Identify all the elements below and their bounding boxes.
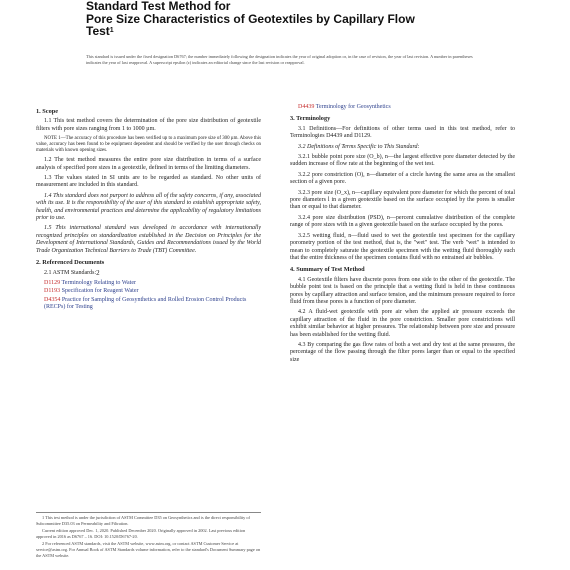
reference-item-terminology[interactable]: D4439 Terminology for Geosynthetics [298,104,391,110]
document-title [86,0,486,38]
title-line-3: Test [86,24,110,38]
paragraph-4-2: 4.2 A fluid-wet geotextile with pore air when the applied air pressure exceeds the capillary attraction of the fluid in the pore constriction. Smaller pore constrictions will exhibit similar behavior at higher pressures. The relationship between pore size and pressure has been established for the wetting fluid. [290,309,515,338]
paragraph-1-1: 1.1 This test method covers the determination of the pore size distribution of geotextile filters with pore sizes ranging from 1 to 1000 µm. [36,118,261,132]
paragraph-1-2: 1.2 The test method measures the entire pore size distribution in terms of a surface analysis of specified pore sizes in a geotextile, defined in terms of the limiting diameters. [36,157,261,171]
section-heading-scope: 1. Scope [36,108,59,115]
footnote-2: 2 For referenced ASTM standards, visit the ASTM website, www.astm.org, or contact ASTM Customer Service at service@astm.org. For Annual Book of ASTM Standards volume information, refer to the standard's Document Summary page on the ASTM website. [36,541,261,558]
section-heading-summary: 4. Summary of Test Method [290,266,365,274]
right-column [290,104,515,367]
paragraph-3-2-1: 3.2.1 bubble point pore size (O_b), n—the largest effective pore diameter detected by the sudden increase of flow rate at the beginning of the wet test. [290,154,515,168]
paragraph-3-2-3: 3.2.3 pore size (O_x), n—capillary equivalent pore diameter for which the percent of total pore diameters l in a given geotextile based on the surface occupied by the pores is smaller than or equal to that diameter. [290,189,515,211]
paragraph-4-1: 4.1 Geotextile filters have discrete pores from one side to the other of the geotextile. The bubble point test is based on the principle that a wetting fluid is held in these continuous pores by capillary attraction and surface tension, and the minimum pressure required to force fluid from these pores is a function of pore diameter. [290,276,515,305]
paragraph-1-4: 1.4 This standard does not purport to address all of the safety concerns, if any, associated with its use. It is the responsibility of the user of this standard to establish appropriate safety, health, and environmental practices and determine the applicability of regulatory limitations prior to use. [36,192,261,222]
paragraph-4-3: 4.3 By comparing the gas flow rates of both a wet and dry test at the same pressures, the percentage of the flow passing through the filter pores larger than or equal to the specified size [290,341,515,363]
paragraph-1-3: 1.3 The values stated in SI units are to be regarded as standard. No other units of measurement are included in this standard. [36,175,261,189]
paragraph-1-5: 1.5 This international standard was developed in accordance with internationally recognized principles on standardization established in the Decision on Principles for the Development of International Standards, Guides and Recommendations issued by the World Trade Organization Technical Barriers to Trade (TBT) Committee. [36,225,261,254]
footnote-edition: Current edition approved Dec. 1, 2020. Published December 2020. Originally approved in 2002. Last previous edition approved in 2016 as D6767 – 16. DOI: 10.1520/D6767-20. [36,528,246,539]
paragraph-3-2: 3.2 Definitions of Terms Specific to This Standard: [298,143,420,150]
section-heading-terminology: 3. Terminology [290,115,331,123]
footnotes [36,512,261,560]
reference-item[interactable]: D1129 Terminology Relating to Water [44,279,137,286]
section-heading-referenced-documents: 2. Referenced Documents [36,259,105,267]
designation-note: This standard is issued under the fixed designation D6767; the number immediately following the designation indicates the year of original adoption or, in the case of revision, the year of last revision. A number in parentheses indicates the year of last reapproval. A superscript epsilon (ε) indicates an editorial change since the last revision or reapproval. [86,54,473,65]
note-1: NOTE 1—The accuracy of this procedure has been verified up to a maximum pore size of 300 µm. Above this value, accuracy has been found to be equipment dependent and should be verified by the user through checks on materials with known opening sizes. [36,136,261,154]
title-line-2: Pore Size Characteristics of Geotextiles by Capillary Flow [86,11,415,26]
left-column [36,104,261,313]
paragraph-3-2-2: 3.2.2 pore constriction (O), n—diameter of a circle having the same area as the smallest section of a given pore. [290,171,515,186]
paragraph-3-1: 3.1 Definitions—For definitions of other terms used in this test method, refer to Terminologies D4439 and D1129. [290,125,515,140]
title-line-1: Standard Test Method for [86,0,231,13]
paragraph-3-2-4: 3.2.4 pore size distribution (PSD), n—percent cumulative distribution of the complete range of pore sizes with in a given geotextile based on the surface occupied by the pores. [290,214,515,229]
paragraph-2-1: 2.1 ASTM Standards:2 [44,268,100,277]
title-footnote-marker: 1 [109,27,114,34]
footnote-1: 1 This test method is under the jurisdiction of ASTM Committee D35 on Geosynthetics and is the direct responsibility of Subcommittee D35.03 on Permeability and Filtration. [36,515,250,526]
reference-item[interactable]: D1193 Specification for Reagent Water [44,288,139,295]
reference-item[interactable]: D4354 Practice for Sampling of Geosynthetics and Rolled Erosion Control Products (RECPs) for Testing [44,296,247,311]
paragraph-3-2-5: 3.2.5 wetting fluid, n—fluid used to wet the geotextile test specimen for the capillary porometry portion of the test method, that is, the "wet" test. The verb "wet" is intended to mean to completely saturate the geotextile specimen with the wetting fluid thoroughly such that the entire thickness of the specimen contains fluid with no entrained air bubbles. [290,232,515,261]
